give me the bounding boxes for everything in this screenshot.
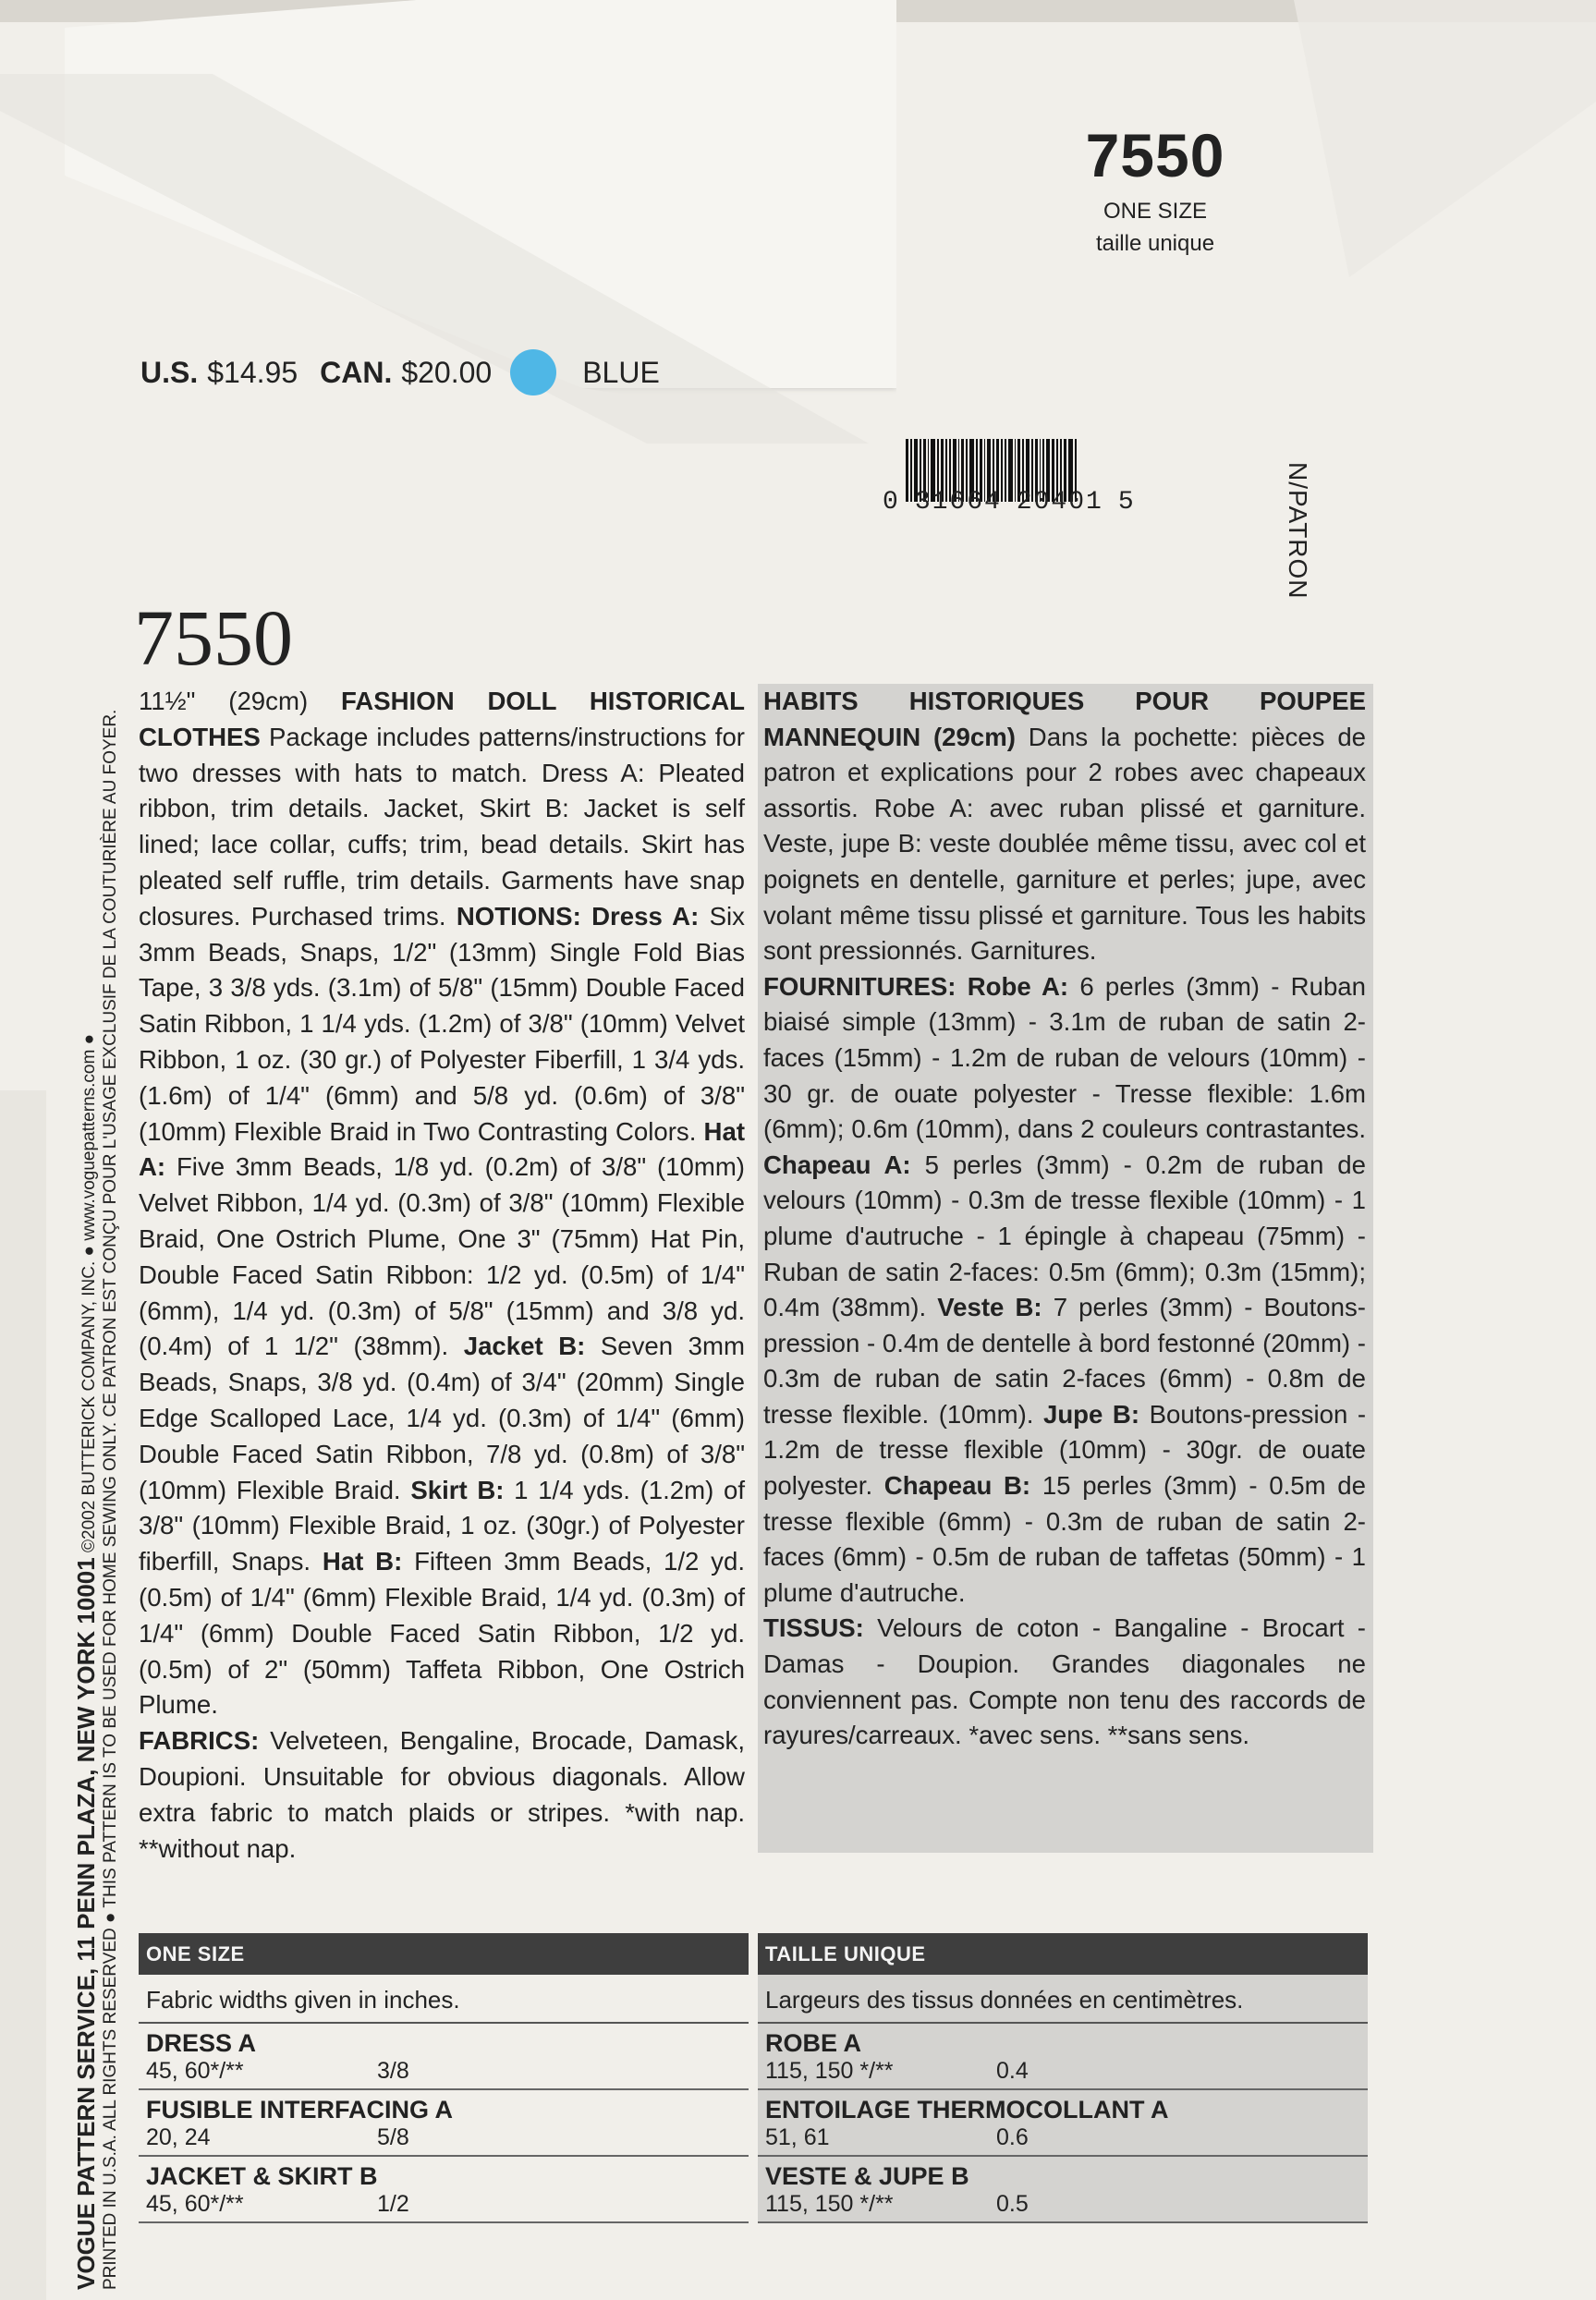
- fourniture-text: Boutons-pression - 1.2m de tresse flexible (10mm) - 30gr. de ouate polyester.: [763, 1399, 1367, 1501]
- side-text: VOGUE PATTERN SERVICE, 11 PENN PLAZA, NEW YORK 10001 ©2002 BUTTERICK COMPANY, INC. ● www.voguepatterns.com ● PRINTED IN U.S.A. ALL RIGHTS RESERVED ● THIS PATTERN IS TO BE USED FOR HOME SEWING ONLY. CE PATRON EST CONÇU POUR L'USAGE EXCLUSIF DE LA COUTURIÈRE AU FOYER.: [72, 709, 120, 2290]
- fourniture-text: 5 perles (3mm) - 0.2m de ruban de velours (10mm) - 0.3m de tresse flexible (10mm) - 1 plume d'autruche - 1 épingle à chapeau (75mm) - Ruban de satin 2-faces: 0.5m (6mm); 0.3m (15mm); 0.4m (38mm).: [763, 1150, 1366, 1322]
- color-name: BLUE: [582, 355, 660, 389]
- notion-text: Seven 3mm Beads, Snaps, 3/8 yd. (0.4m) of 3/4" (20mm) Single Edge Scalloped Lace, 1/4 yd. (0.3m) of 1/4" (6mm) Double Faced Satin Ribbon, 7/8 yd. (0.8m) of 3/8" (10mm) Flexible Braid.: [139, 1332, 745, 1504]
- french-column: [758, 684, 1373, 1853]
- yardage-value: 5/8: [377, 2124, 409, 2150]
- table-header: ONE SIZE: [139, 1933, 749, 1975]
- fourniture-label: Jupe B:: [1042, 1399, 1140, 1429]
- size-label-en: ONE SIZE: [1103, 199, 1208, 224]
- fabrics-text: Velveteen, Bengaline, Brocade, Damask, Doupioni. Unsuitable for obvious diagonals. Allow extra fabric to match plaids or stripes. *with nap. **without nap.: [139, 1726, 746, 1863]
- yardage-value: 0.6: [996, 2124, 1029, 2150]
- price-row: [140, 349, 660, 396]
- fourniture-text: 6 perles (3mm) - Ruban biaisé simple (13mm) - 3.1m de ruban de satin 2-faces (15mm) - 1.2m de ruban de velours (10mm) - 30 gr. de ouate polyester - Tresse flexible: 1.6m (6mm); 0.6m (10mm), dans 2 couleurs contrastantes.: [763, 971, 1366, 1144]
- yardage-table-fr: [758, 1933, 1368, 2223]
- fabric-widths: 115, 150 */**: [765, 2191, 894, 2217]
- fournitures-label: FOURNITURES:: [763, 971, 956, 1001]
- notion-label: Skirt B:: [410, 1475, 505, 1504]
- yardage-value: 3/8: [377, 2058, 409, 2084]
- fabric-widths: 20, 24: [146, 2124, 211, 2150]
- barcode-digit-group: 20401: [1016, 488, 1103, 517]
- notion-text: 1 1/4 yds. (1.2m) of 3/8" (10mm) Flexible Braid, 1 oz. (30gr.) of Polyester fiberfill, Snaps.: [139, 1475, 745, 1576]
- table-row: [139, 2090, 749, 2157]
- fabric-widths: 115, 150 */**: [765, 2058, 894, 2084]
- tissus-label: TISSUS:: [763, 1613, 864, 1643]
- pattern-number-header: 7550: [1085, 121, 1225, 189]
- table-note: Largeurs des tissus données en centimètres.: [758, 1975, 1368, 2024]
- barcode-digits: [883, 488, 1136, 517]
- pattern-number-main: 7550: [134, 593, 293, 682]
- table-header: TAILLE UNIQUE: [758, 1933, 1368, 1975]
- table-row: [139, 2024, 749, 2090]
- notion-text: Fifteen 3mm Beads, 1/2 yd. (0.5m) of 1/4" (6mm) Flexible Braid, 1/4 yd. (0.3m) of 1/4" (6mm) Double Faced Satin Ribbon, 1/2 yd. (0.5m) of 2" (50mm) Taffeta Ribbon, One Ostrich Plume.: [139, 1547, 745, 1720]
- garment-name: ENTOILAGE THERMOCOLLANT A: [765, 2096, 1169, 2124]
- size-prefix: 11½" (29cm): [139, 687, 309, 715]
- can-label: CAN.: [320, 355, 393, 389]
- yardage-table-en: [139, 1933, 749, 2223]
- french-description: Dans la pochette: pièces de patron et explications pour 2 robes avec chapeaux assortis. Robe A: avec ruban plissé et garniture. Veste, jupe B: veste doublée même tissu, avec col et poignets en dentelle, garniture et perles; jupe, avec volant même tissu plissé et garniture. Tous les habits sont pressionnés. Garnitures.: [763, 722, 1367, 966]
- fabric-widths: 45, 60*/**: [146, 2191, 244, 2217]
- side-website: www.voguepatterns.com: [79, 1049, 99, 1241]
- english-column: [139, 684, 745, 1867]
- fourniture-label: Veste B:: [937, 1293, 1042, 1322]
- yardage-value: 0.5: [996, 2191, 1029, 2217]
- fabric-widths: 45, 60*/**: [146, 2058, 244, 2084]
- fourniture-label: Chapeau B:: [883, 1471, 1031, 1501]
- fourniture-text: 7 perles (3mm) - Boutons-pression - 0.4m de dentelle à bord festonné (20mm) - 0.3m de ruban de satin 2-faces (6mm) - 0.8m de tresse flexible. (10mm).: [763, 1293, 1366, 1429]
- table-row: [758, 2090, 1368, 2157]
- fourniture-text: 15 perles (3mm) - 0.5m de tresse flexible (6mm) - 0.3m de ruban de satin 2-faces (6mm) - 0.5m de ruban de taffetas (50mm) - 1 plume d'autruche.: [763, 1471, 1366, 1607]
- envelope-right-fold: [1294, 0, 1596, 388]
- notion-label: Jacket B:: [463, 1332, 586, 1361]
- french-title: HABITS HISTORIQUES POUR POUPEE MANNEQUIN (29cm): [763, 687, 1366, 751]
- fabrics-label: FABRICS:: [139, 1726, 260, 1756]
- table-row: [139, 2157, 749, 2223]
- garment-name: VESTE & JUPE B: [765, 2162, 969, 2190]
- notion-text: Five 3mm Beads, 1/8 yd. (0.2m) of 3/8" (10mm) Velvet Ribbon, 1/4 yd. (0.3m) of 3/8" (10mm) Flexible Braid, One Ostrich Plume, One 3" (75mm) Hat Pin, Double Faced Satin Ribbon: 1/2 yd. (0.5m) of 1/4" (6mm), 1/4 yd. (0.3m) of 5/8" (15mm) and 3/8 yd. (0.4m) of 1 1/2" (38mm).: [139, 1152, 745, 1361]
- barcode-digit-group: 0: [883, 488, 900, 517]
- barcode-digit-group: 31664: [914, 488, 1002, 517]
- yardage-value: 1/2: [377, 2191, 409, 2217]
- notion-label: Hat B:: [322, 1547, 403, 1576]
- fourniture-label: Chapeau A:: [763, 1150, 911, 1179]
- tissus-text: Velours de coton - Bangaline - Brocart - Damas - Doupion. Grandes diagonales ne conviennent pas. Compte non tenu des raccords de rayures/carreaux. *avec sens. **sans sens.: [763, 1613, 1366, 1750]
- envelope-left-edge: [0, 1090, 46, 2300]
- us-label: U.S.: [140, 355, 199, 389]
- table-row: [758, 2157, 1368, 2223]
- notions-label: NOTIONS:: [456, 901, 581, 931]
- notion-label: Hat A:: [139, 1116, 746, 1182]
- english-title: FASHION DOLL HISTORICAL CLOTHES: [139, 687, 745, 751]
- side-copyright: ©2002 BUTTERICK COMPANY, INC.: [79, 1260, 99, 1552]
- size-label-fr: taille unique: [1095, 231, 1215, 256]
- garment-name: JACKET & SKIRT B: [146, 2162, 378, 2190]
- notion-label: Dress A:: [591, 901, 700, 931]
- npatron-label: N/PATRON: [1284, 462, 1312, 600]
- can-price: $20.00: [401, 355, 493, 389]
- english-description: Package includes patterns/instructions for two dresses with hats to match. Dress A: Pleated ribbon, trim details. Jacket, Skirt B: Jacket is self lined; lace collar, cuffs; trim, bead details. Skirt has pleated self ruffle, trim details. Garments have snap closures. Purchased trims.: [139, 722, 745, 931]
- yardage-value: 0.4: [996, 2058, 1029, 2084]
- table-note: Fabric widths given in inches.: [139, 1975, 749, 2024]
- barcode-digit-group: 5: [1117, 488, 1136, 517]
- side-address: VOGUE PATTERN SERVICE, 11 PENN PLAZA, NEW YORK 10001: [72, 1557, 100, 2290]
- fourniture-label: Robe A:: [967, 971, 1069, 1001]
- table-row: [758, 2024, 1368, 2090]
- garment-name: DRESS A: [146, 2029, 257, 2057]
- side-rights: PRINTED IN U.S.A. ALL RIGHTS RESERVED: [101, 1928, 120, 2290]
- us-price: $14.95: [207, 355, 298, 389]
- garment-name: ROBE A: [765, 2029, 862, 2057]
- color-dot: [510, 349, 556, 396]
- fabric-widths: 51, 61: [765, 2124, 830, 2150]
- garment-name: FUSIBLE INTERFACING A: [146, 2096, 454, 2124]
- notion-text: Six 3mm Beads, Snaps, 1/2" (13mm) Single Fold Bias Tape, 3 3/8 yds. (3.1m) of 5/8" (15mm) Double Faced Satin Ribbon, 1 1/4 yds. (1.2m) of 3/8" (10mm) Velvet Ribbon, 1 oz. (30 gr.) of Polyester Fiberfill, 1 3/4 yds. (1.6m) of 1/4" (6mm) and 5/8 yd. (0.6m) of 3/8" (10mm) Flexible Braid in Two Contrasting Colors.: [139, 901, 745, 1146]
- side-notice: THIS PATTERN IS TO BE USED FOR HOME SEWING ONLY. CE PATRON EST CONÇU POUR L'USAGE EXCLUSIF DE LA COUTURIÈRE AU FOYER.: [101, 709, 120, 1908]
